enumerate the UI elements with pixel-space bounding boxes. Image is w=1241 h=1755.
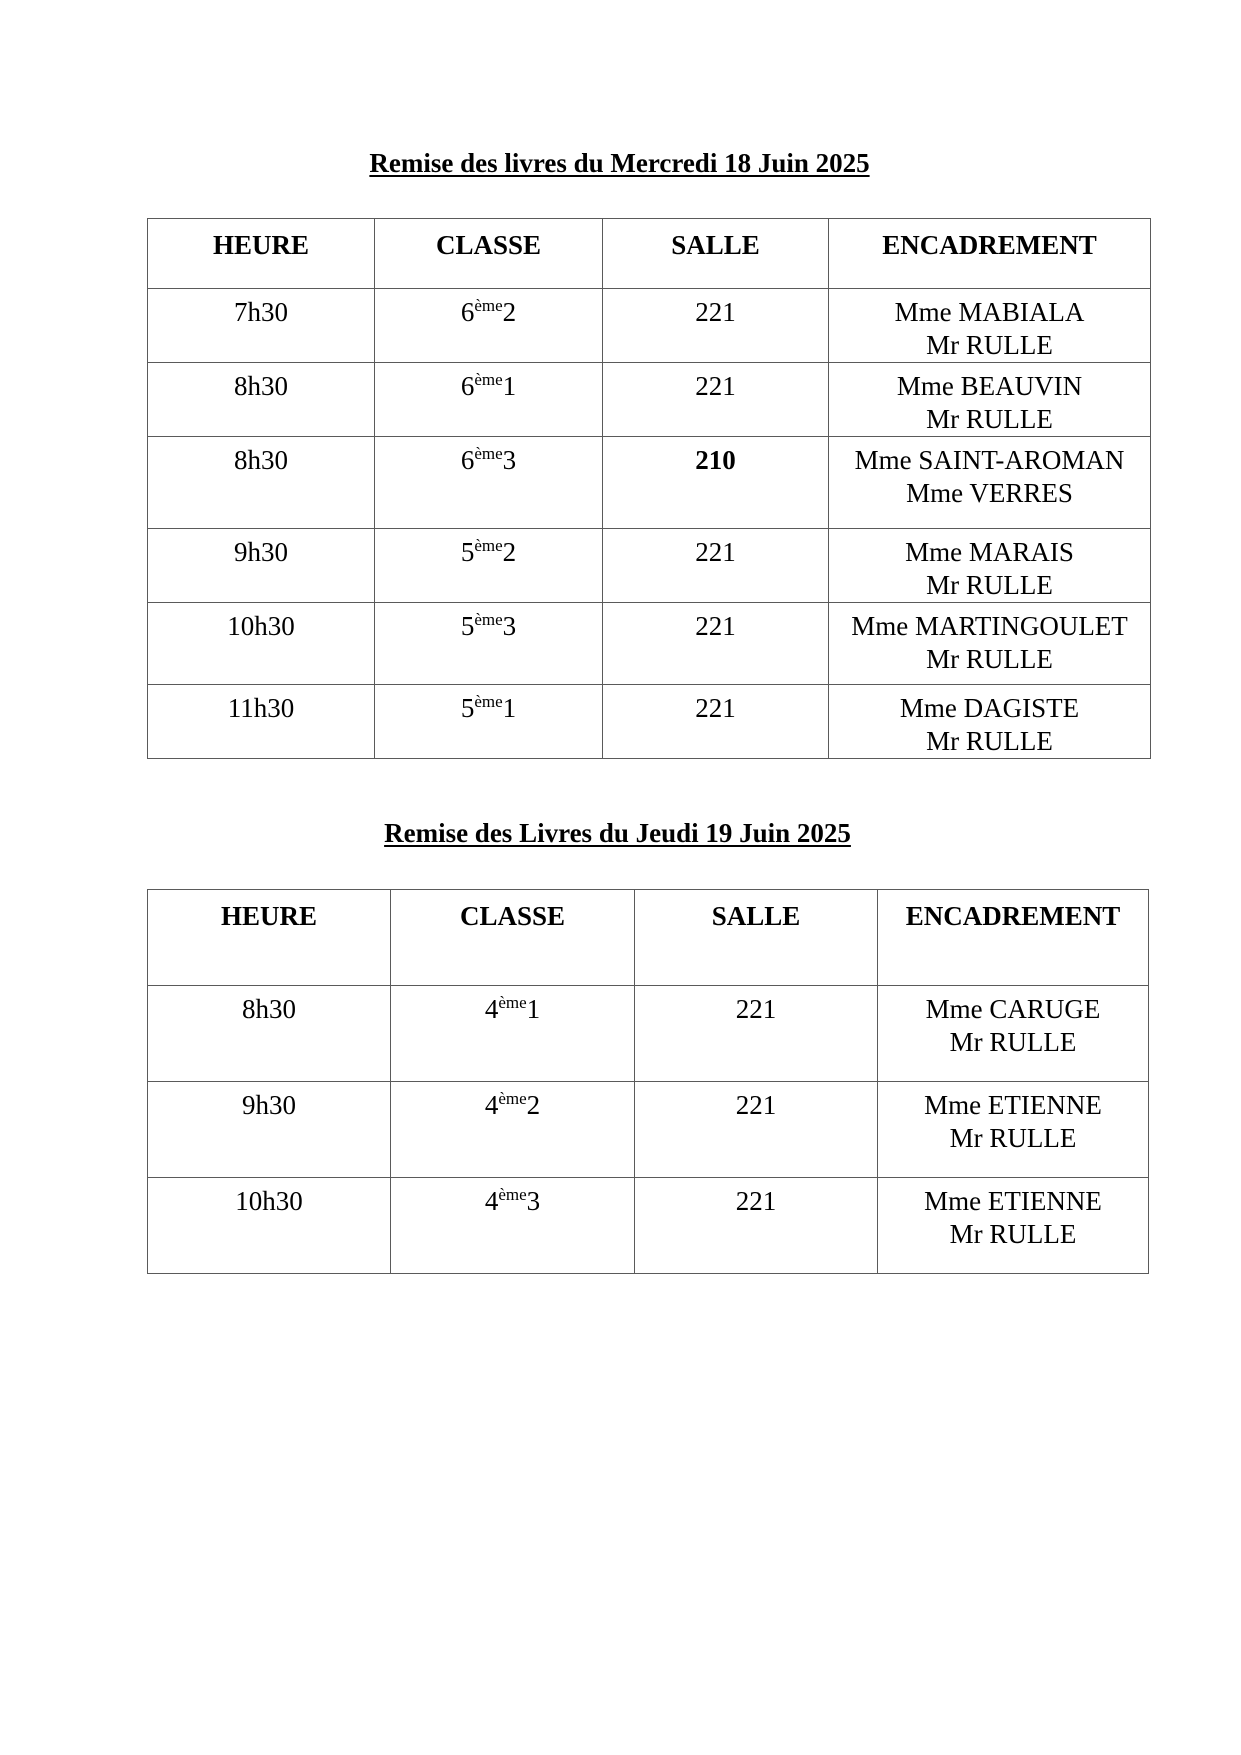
cell-classe xyxy=(391,986,635,1082)
classe-level: 4 xyxy=(484,994,499,1024)
cell-salle: 221 xyxy=(603,289,829,363)
cell-heure: 11h30 xyxy=(148,685,375,759)
cell-classe xyxy=(375,685,603,759)
classe-suffix: ème xyxy=(474,536,503,555)
encadrant: Mme MABIALA xyxy=(894,297,1085,327)
header-encadrement: ENCADREMENT xyxy=(829,219,1151,289)
cell-classe xyxy=(375,363,603,437)
encadrant: Mr RULLE xyxy=(926,644,1053,674)
section-title-thursday: Remise des Livres du Jeudi 19 Juin 2025 xyxy=(384,818,851,848)
encadrant: Mr RULLE xyxy=(926,330,1053,360)
classe-suffix: ème xyxy=(498,1089,527,1108)
classe-level: 6 xyxy=(460,445,475,475)
table-row xyxy=(148,529,1151,603)
classe-group: 2 xyxy=(502,537,517,567)
cell-encadrement xyxy=(878,1178,1149,1274)
cell-classe xyxy=(375,529,603,603)
table-row xyxy=(148,437,1151,529)
cell-classe xyxy=(391,1178,635,1274)
encadrant: Mme ETIENNE xyxy=(924,1186,1102,1216)
classe-group: 3 xyxy=(526,1186,541,1216)
cell-encadrement xyxy=(829,437,1151,529)
cell-heure: 8h30 xyxy=(148,437,375,529)
table-row xyxy=(148,1082,1149,1178)
classe-level: 4 xyxy=(484,1186,499,1216)
header-classe: CLASSE xyxy=(391,890,635,986)
schedule-table-wednesday xyxy=(147,218,1151,759)
encadrant: Mr RULLE xyxy=(949,1219,1077,1249)
classe-suffix: ème xyxy=(474,444,503,463)
classe-level: 6 xyxy=(460,297,475,327)
table-row xyxy=(148,289,1151,363)
header-encadrement: ENCADREMENT xyxy=(878,890,1149,986)
table-header-row xyxy=(148,219,1151,289)
cell-salle: 210 xyxy=(603,437,829,529)
cell-salle: 221 xyxy=(603,603,829,685)
section-title-wednesday: Remise des livres du Mercredi 18 Juin 2025 xyxy=(369,148,870,178)
header-heure: HEURE xyxy=(148,219,375,289)
classe-suffix: ème xyxy=(474,296,503,315)
cell-encadrement xyxy=(829,685,1151,759)
classe-group: 1 xyxy=(502,371,517,401)
encadrant: Mr RULLE xyxy=(949,1123,1077,1153)
cell-salle: 221 xyxy=(603,685,829,759)
classe-group: 1 xyxy=(526,994,541,1024)
header-heure: HEURE xyxy=(148,890,391,986)
table-header-row xyxy=(148,890,1149,986)
cell-classe xyxy=(375,289,603,363)
encadrant: Mme MARTINGOULET xyxy=(851,611,1128,641)
cell-heure: 7h30 xyxy=(148,289,375,363)
classe-level: 5 xyxy=(460,693,475,723)
cell-encadrement xyxy=(829,529,1151,603)
classe-level: 4 xyxy=(484,1090,499,1120)
cell-classe xyxy=(375,603,603,685)
cell-heure: 9h30 xyxy=(148,1082,391,1178)
cell-heure: 9h30 xyxy=(148,529,375,603)
cell-heure: 8h30 xyxy=(148,986,391,1082)
cell-heure: 8h30 xyxy=(148,363,375,437)
cell-encadrement xyxy=(878,1082,1149,1178)
classe-suffix: ème xyxy=(498,993,527,1012)
encadrant: Mme ETIENNE xyxy=(924,1090,1102,1120)
cell-encadrement xyxy=(878,986,1149,1082)
classe-level: 5 xyxy=(460,537,475,567)
classe-group: 2 xyxy=(502,297,517,327)
header-salle: SALLE xyxy=(603,219,829,289)
classe-suffix: ème xyxy=(474,370,503,389)
cell-classe xyxy=(391,1082,635,1178)
classe-group: 3 xyxy=(502,611,517,641)
encadrant: Mme CARUGE xyxy=(925,994,1101,1024)
encadrant: Mr RULLE xyxy=(926,726,1053,756)
encadrant: Mme SAINT-AROMAN xyxy=(854,445,1125,475)
encadrant: Mme BEAUVIN xyxy=(896,371,1083,401)
classe-suffix: ème xyxy=(474,610,503,629)
encadrant: Mr RULLE xyxy=(926,404,1053,434)
header-classe: CLASSE xyxy=(375,219,603,289)
cell-heure: 10h30 xyxy=(148,603,375,685)
cell-salle: 221 xyxy=(603,363,829,437)
classe-level: 6 xyxy=(460,371,475,401)
encadrant: Mr RULLE xyxy=(926,570,1053,600)
classe-group: 3 xyxy=(502,445,517,475)
header-salle: SALLE xyxy=(635,890,878,986)
cell-encadrement xyxy=(829,603,1151,685)
schedule-table-thursday xyxy=(147,889,1149,1274)
cell-salle: 221 xyxy=(635,1178,878,1274)
classe-suffix: ème xyxy=(474,692,503,711)
encadrant: Mme DAGISTE xyxy=(899,693,1080,723)
cell-salle: 221 xyxy=(635,1082,878,1178)
table-row xyxy=(148,603,1151,685)
cell-salle: 221 xyxy=(603,529,829,603)
encadrant: Mme VERRES xyxy=(906,478,1073,508)
encadrant: Mr RULLE xyxy=(949,1027,1077,1057)
table-row xyxy=(148,363,1151,437)
cell-classe xyxy=(375,437,603,529)
table-row xyxy=(148,986,1149,1082)
cell-encadrement xyxy=(829,363,1151,437)
table-row xyxy=(148,685,1151,759)
classe-suffix: ème xyxy=(498,1185,527,1204)
classe-group: 1 xyxy=(502,693,517,723)
cell-encadrement xyxy=(829,289,1151,363)
cell-heure: 10h30 xyxy=(148,1178,391,1274)
classe-level: 5 xyxy=(460,611,475,641)
table-row xyxy=(148,1178,1149,1274)
classe-group: 2 xyxy=(526,1090,541,1120)
encadrant: Mme MARAIS xyxy=(905,537,1074,567)
cell-salle: 221 xyxy=(635,986,878,1082)
